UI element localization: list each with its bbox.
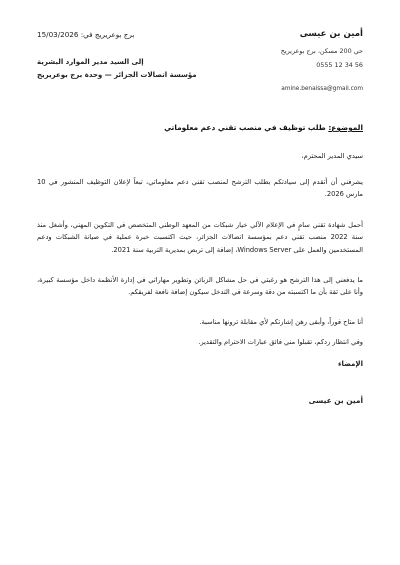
paragraph-motivation: ما يدفعني إلى هذا الترشح هو رغبتي في حل مشاكل الزبائن وتطوير مهاراتي في إدارة الأنظمة داخل مؤسسة كبيرة، وأنا على ثقة بأن ما اكتسبته من دقة وسرعة في التدخل سيكون إضافة نافعة لفريقكم. [37,276,363,297]
signature-label: الإمضاء [337,360,363,368]
sender-email: amine.benaissa@gmail.com [281,86,363,92]
paragraph-intro: يشرفني أن أتقدم إلى سيادتكم بطلب الترشح لمنصب تقني دعم معلوماتي، تبعاً لإعلان التوظيف المنشور في 10 مارس 2026. [37,178,363,199]
sender-name: أمين بن عيسى [299,29,363,39]
subject-label: الموضوع: [328,123,363,132]
sender-address: حي 200 مسكن، برج بوعريريج [280,47,363,55]
paragraph-closing: وفي انتظار ردكم، تقبلوا مني فائق عبارات الاحترام والتقدير. [198,338,363,346]
subject-line [164,123,363,132]
paragraph-availability: أنا متاح فوراً، وأبقى رهن إشارتكم لأي مقابلة ترونها مناسبة. [199,318,363,326]
recipient-organization: مؤسسة اتصالات الجزائر — وحدة برج بوعريريج [37,71,197,79]
date-line: برج بوعريريج في: 15/03/2026 [37,30,135,39]
paragraph-qualifications: أحمل شهادة تقني سامٍ في الإعلام الآلي خيار شبكات من المعهد الوطني المتخصص في التكوين المهني، وأشغل منذ سنة 2022 منصب تقني دعم بمؤسسة اتصالات الجزائر، حيث اكتسبت خبرة عملية في صيانة الشبكات ودعم المستخدمين والعمل على Windows Server، إضافة إلى تربص بمديرية التربية سنة 2021. [37,221,363,254]
salutation: سيدي المدير المحترم، [301,152,363,160]
signature-name: أمين بن عيسى [308,396,363,405]
subject-text: طلب توظيف في منصب تقني دعم معلوماتي [164,123,329,132]
sender-phone: 0555 12 34 56 [316,61,363,69]
recipient-title: إلى السيد مدير الموارد البشرية [37,58,144,66]
